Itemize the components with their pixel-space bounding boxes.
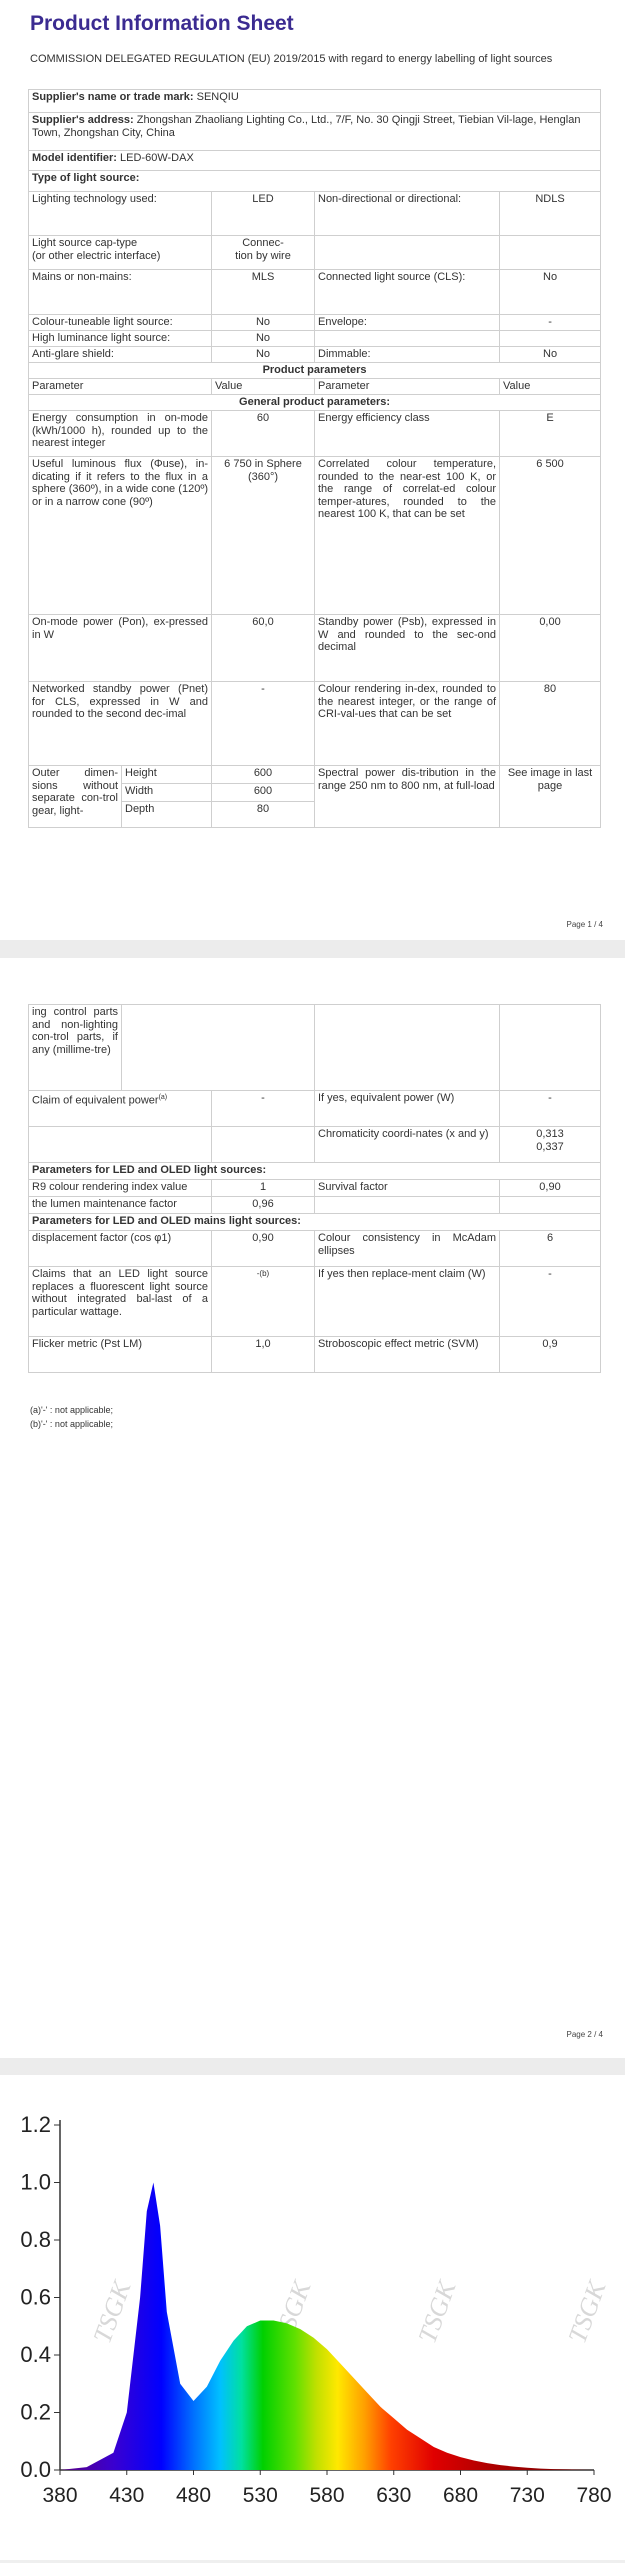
- spectrum-chart: [0, 2075, 625, 2560]
- watermark-text: TSGK: [562, 2277, 612, 2347]
- supplier-name: SENQIU: [196, 91, 239, 103]
- standby-label: Standby power (Psb), expressed in W and rounded to the sec-ond decimal: [315, 615, 500, 682]
- envelope-value: -: [500, 315, 601, 331]
- replacement-value: -: [500, 1267, 601, 1337]
- cap-label: Light source cap-type (or other electric interface): [29, 236, 212, 270]
- flicker-value: 1,0: [212, 1337, 315, 1373]
- outer-dimensions-label: Outer dimen-sions without separate con-trol gear, light-: [29, 766, 122, 828]
- y-tick-label: 0.0: [20, 2457, 51, 2482]
- watermark-text: TSGK: [87, 2277, 137, 2347]
- parameters-table-continued: [28, 1004, 601, 1373]
- svm-value: 0,9: [500, 1337, 601, 1373]
- width-label: Width: [122, 784, 212, 802]
- claims-label: Claims that an LED light source replaces a fluorescent light source without integrated bal-last of a particular wattage.: [29, 1267, 212, 1337]
- onmode-label: On-mode power (Pon), ex-pressed in W: [29, 615, 212, 682]
- envelope-label: Envelope:: [315, 315, 500, 331]
- spectral-value: See image in last page: [500, 766, 601, 828]
- y-tick-label: 0.2: [20, 2399, 51, 2425]
- x-tick-label: 580: [309, 2484, 345, 2507]
- spectrum-area: [60, 2183, 594, 2471]
- height-label: Height: [122, 766, 212, 784]
- equivalent-power-claim-value: -: [212, 1091, 315, 1127]
- page-gap: [0, 940, 625, 958]
- displacement-value: 0,90: [212, 1231, 315, 1267]
- cap-value: Connec- tion by wire: [212, 236, 315, 270]
- cls-value: No: [500, 270, 601, 315]
- x-tick-label: 380: [42, 2484, 78, 2507]
- supplier-name-row: [29, 90, 601, 113]
- col-value-2: Value: [500, 379, 601, 395]
- tech-label: Lighting technology used:: [29, 192, 212, 236]
- depth-label: Depth: [122, 802, 212, 828]
- supplier-name-label: Supplier's name or trade mark:: [32, 91, 194, 103]
- claims-value: -(b): [212, 1267, 315, 1337]
- r9-value: 1: [212, 1180, 315, 1197]
- energy-label: Energy consumption in on-mode (kWh/1000 h), rounded up to the nearest integer: [29, 411, 212, 457]
- footnote-a: (a)'-' : not applicable;: [30, 1405, 113, 1415]
- survival-value: 0,90: [500, 1180, 601, 1197]
- col-parameter-2: Parameter: [315, 379, 500, 395]
- high-lum-label: High luminance light source:: [29, 331, 212, 347]
- x-tick-label: 530: [242, 2484, 278, 2507]
- col-parameter: Parameter: [29, 379, 212, 395]
- depth-value: 80: [212, 802, 315, 828]
- flux-label: Useful luminous flux (Φuse), in-dicating if it refers to the flux in a sphere (360º), in a wide cone (120º) or in a narrow cone (90º): [29, 457, 212, 615]
- eec-label: Energy efficiency class: [315, 411, 500, 457]
- displacement-label: displacement factor (cos φ1): [29, 1231, 212, 1267]
- watermark-text: TSGK: [412, 2277, 462, 2347]
- y-tick-label: 1.2: [20, 2112, 51, 2137]
- high-lum-value: No: [212, 331, 315, 347]
- sheet-page-1: [0, 0, 625, 940]
- width-value: 600: [212, 784, 315, 802]
- supplier-address: Zhongshan Zhaoliang Lighting Co., Ltd., 7/F, No. 30 Qingji Street, Tiebian Vil-lage, Henglan Town, Zhongshan City, China: [32, 114, 581, 139]
- mains-label: Mains or non-mains:: [29, 270, 212, 315]
- watermark-text: TSGK: [267, 2277, 317, 2347]
- y-tick-label: 1.0: [20, 2169, 51, 2195]
- equivalent-power-claim-label: Claim of equivalent power$^{(a)}$: [29, 1091, 212, 1127]
- flicker-label: Flicker metric (Pst LM): [29, 1337, 212, 1373]
- mains-params-heading: Parameters for LED and OLED mains light sources:: [29, 1214, 601, 1231]
- replacement-label: If yes then replace-ment claim (W): [315, 1267, 500, 1337]
- consistency-label: Colour consistency in McAdam ellipses: [315, 1231, 500, 1267]
- cri-value: 80: [500, 682, 601, 766]
- survival-label: Survival factor: [315, 1180, 500, 1197]
- lumen-maintenance-value: 0,96: [212, 1197, 315, 1214]
- type-heading: Type of light source:: [29, 171, 601, 192]
- col-value: Value: [212, 379, 315, 395]
- height-value: 600: [212, 766, 315, 784]
- cct-label: Correlated colour temperature, rounded to the near-est 100 K, or the range of correlat-ed colour temper-atures, rounded to the nearest 100 K, that can be set: [315, 457, 500, 615]
- footnote-b: (b)'-' : not applicable;: [30, 1419, 113, 1429]
- eec-value: E: [500, 411, 601, 457]
- page-title: Product Information Sheet: [30, 12, 294, 35]
- sheet-page-2: [0, 958, 625, 2058]
- supplier-address-row: [29, 113, 601, 151]
- energy-value: 60: [212, 411, 315, 457]
- equivalent-power-value: -: [500, 1091, 601, 1127]
- directional-value: NDLS: [500, 192, 601, 236]
- antiglare-label: Anti-glare shield:: [29, 347, 212, 363]
- general-parameters-heading: General product parameters:: [29, 395, 601, 411]
- networked-label: Networked standby power (Pnet) for CLS, expressed in W and rounded to the second dec-imal: [29, 682, 212, 766]
- networked-value: -: [212, 682, 315, 766]
- tech-value: LED: [212, 192, 315, 236]
- antiglare-value: No: [212, 347, 315, 363]
- page-gap-2: [0, 2058, 625, 2075]
- x-tick-label: 630: [376, 2484, 412, 2507]
- standby-value: 0,00: [500, 615, 601, 682]
- onmode-value: 60,0: [212, 615, 315, 682]
- x-tick-label: 680: [442, 2484, 479, 2507]
- x-tick-label: 730: [509, 2484, 545, 2507]
- outer-dimensions-continued: ing control parts and non-lighting con-trol parts, if any (millime-tre): [29, 1005, 122, 1091]
- svm-label: Stroboscopic effect metric (SVM): [315, 1337, 500, 1373]
- spectrum-svg: [0, 2075, 625, 2560]
- equivalent-power-label: If yes, equivalent power (W): [315, 1091, 500, 1127]
- directional-label: Non-directional or directional:: [315, 192, 500, 236]
- chromaticity-label: Chromaticity coordi-nates (x and y): [315, 1127, 500, 1163]
- model-label: Model identifier:: [32, 152, 117, 164]
- x-tick-label: 430: [109, 2484, 145, 2507]
- r9-label: R9 colour rendering index value: [29, 1180, 212, 1197]
- x-tick-label: 780: [576, 2484, 612, 2507]
- supplier-address-label: Supplier's address:: [32, 114, 134, 126]
- model-row: [29, 151, 601, 171]
- mains-value: MLS: [212, 270, 315, 315]
- consistency-value: 6: [500, 1231, 601, 1267]
- cls-label: Connected light source (CLS):: [315, 270, 500, 315]
- spectral-label: Spectral power dis-tribution in the range 250 nm to 800 nm, at full-load: [315, 766, 500, 828]
- model-identifier: LED-60W-DAX: [120, 152, 194, 164]
- page-number-2: Page 2 / 4: [566, 2030, 603, 2039]
- page-number-1: Page 1 / 4: [566, 920, 603, 929]
- x-tick-label: 480: [175, 2484, 212, 2507]
- dimmable-label: Dimmable:: [315, 347, 500, 363]
- cri-label: Colour rendering in-dex, rounded to the nearest integer, or the range of CRI-val-ues that can be set: [315, 682, 500, 766]
- regulation-text: COMMISSION DELEGATED REGULATION (EU) 2019/2015 with regard to energy labelling of light sources: [30, 53, 553, 65]
- product-info-table: [28, 89, 601, 828]
- y-tick-label: 0.4: [20, 2342, 51, 2367]
- lumen-maintenance-label: the lumen maintenance factor: [29, 1197, 212, 1214]
- sheet-page-3: [0, 2075, 625, 2560]
- flux-value: 6 750 in Sphere (360°): [212, 457, 315, 615]
- colour-tuneable-value: No: [212, 315, 315, 331]
- chromaticity-value: 0,313 0,337: [500, 1127, 601, 1163]
- y-tick-label: 0.8: [20, 2227, 51, 2252]
- cct-value: 6 500: [500, 457, 601, 615]
- colour-tuneable-label: Colour-tuneable light source:: [29, 315, 212, 331]
- led-params-heading: Parameters for LED and OLED light sources:: [29, 1163, 601, 1180]
- dimmable-value: No: [500, 347, 601, 363]
- y-tick-label: 0.6: [20, 2284, 51, 2310]
- product-parameters-heading: Product parameters: [29, 363, 601, 379]
